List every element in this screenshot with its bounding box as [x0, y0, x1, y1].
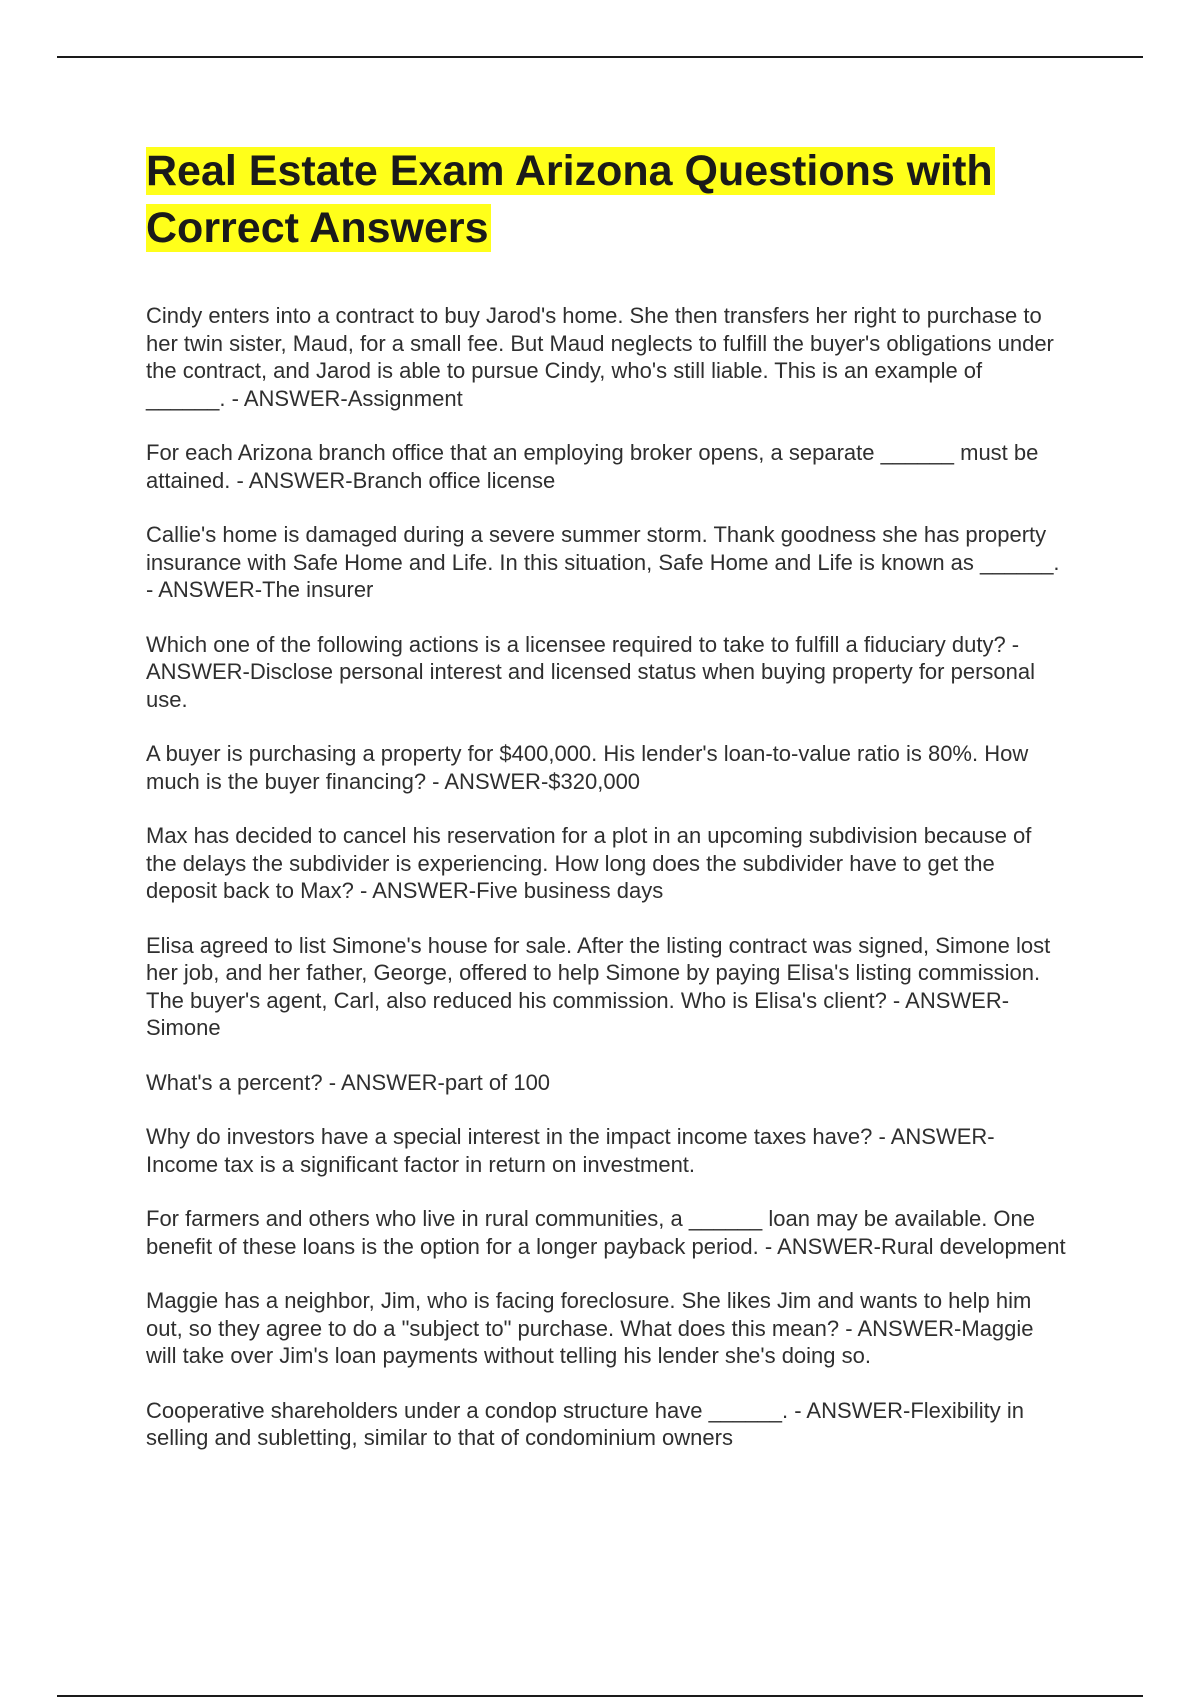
qa-item: For farmers and others who live in rural communities, a ______ loan may be available. One benefit of these loans is the option for a longer payback period. - ANSWER-Rural development: [146, 1206, 1066, 1259]
qa-item: Maggie has a neighbor, Jim, who is facing foreclosure. She likes Jim and wants to help him out, so they agree to do a "subject to" purchase. What does this mean? - ANSWER-Maggie will take over Jim's loan payments without telling his lender she's doing so.: [146, 1288, 1034, 1368]
qa-item: A buyer is purchasing a property for $400,000. His lender's loan-to-value ratio is 80%. How much is the buyer financing? - ANSWER-$320,000: [146, 741, 1029, 794]
qa-list: [146, 302, 1066, 1452]
qa-item: Which one of the following actions is a licensee required to take to fulfill a fiduciary duty? - ANSWER-Disclose personal interest and licensed status when buying property for personal use.: [146, 631, 1035, 712]
qa-item: Why do investors have a special interest in the impact income taxes have? - ANSWER-Income tax is a significant factor in return on investment.: [146, 1124, 995, 1177]
qa-item: What's a percent? - ANSWER-part of 100: [146, 1069, 551, 1095]
qa-item: For each Arizona branch office that an employing broker opens, a separate ______ must be attained. - ANSWER-Branch office license: [146, 440, 1039, 493]
qa-item: Callie's home is damaged during a severe summer storm. Thank goodness she has property insurance with Safe Home and Life. In this situation, Safe Home and Life is known as ______. - ANSWER-The insurer: [146, 522, 1060, 602]
qa-item: Elisa agreed to list Simone's house for sale. After the listing contract was signed, Simone lost her job, and her father, George, offered to help Simone by paying Elisa's listing commission. The buyer's agent, Carl, also reduced his commission. Who is Elisa's client? - ANSWER-Simone: [146, 932, 1051, 1040]
qa-item: Cooperative shareholders under a condop structure have ______. - ANSWER-Flexibility in selling and subletting, similar to that of condominium owners: [146, 1397, 1025, 1450]
document-title: [146, 143, 1066, 257]
bottom-rule: [57, 1695, 1143, 1697]
top-rule: [57, 56, 1143, 58]
title-highlight: Real Estate Exam Arizona Questions with Correct Answers: [146, 147, 993, 252]
qa-item: Cindy enters into a contract to buy Jarod's home. She then transfers her right to purchase to her twin sister, Maud, for a small fee. But Maud neglects to fulfill the buyer's obligations under the contract, and Jarod is able to pursue Cindy, who's still liable. This is an example of ______. - ANSWER-Assignment: [146, 303, 1054, 411]
document-body: [146, 143, 1066, 1479]
qa-item: Max has decided to cancel his reservation for a plot in an upcoming subdivision because of the delays the subdivider is experiencing. How long does the subdivider have to get the deposit back to Max? - ANSWER-Five business days: [146, 823, 1032, 903]
